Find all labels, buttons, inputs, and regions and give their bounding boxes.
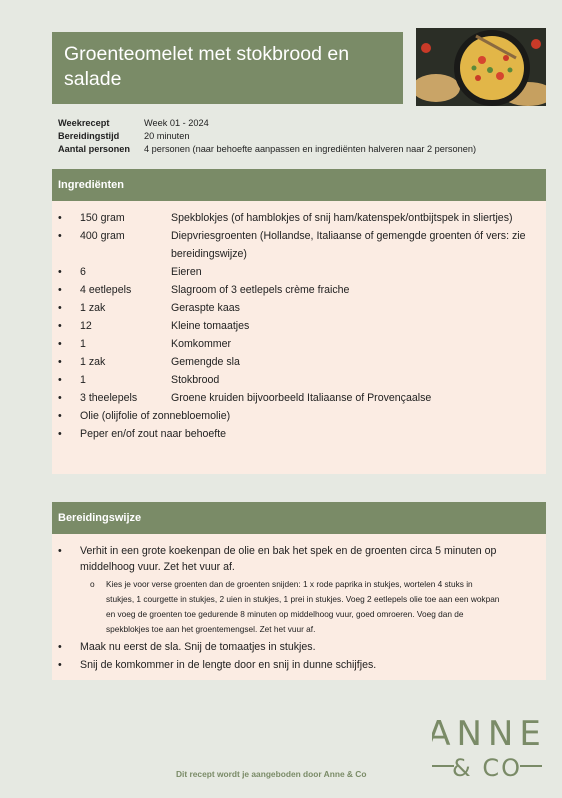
- recipe-meta: [58, 117, 476, 156]
- step-text: Maak nu eerst de sla. Snij de tomaatjes in stukjes.: [80, 641, 316, 653]
- ingredient-item: [52, 209, 546, 227]
- ingredient-name: Diepvriesgroenten (Hollandse, Italiaanse of gemengde groenten óf vers: zie bereidingswijze): [171, 230, 526, 260]
- recipe-title: Groenteomelet met stokbrood en salade: [52, 32, 403, 104]
- meta-label: Weekrecept: [58, 118, 110, 128]
- ingredient-item: [52, 335, 546, 353]
- bullet: •: [58, 356, 62, 368]
- ingredient-quantity: 1 zak: [80, 302, 106, 314]
- step-text: Verhit in een grote koekenpan de olie en bak het spek en de groenten circa 5 minuten op middelhoog vuur. Zet het vuur af.: [80, 545, 497, 573]
- sub-step-item: [90, 577, 546, 637]
- step-item: [52, 543, 546, 575]
- ingredient-name: Spekblokjes (of hamblokjes of snij ham/katenspek/ontbijtspek in sliertjes): [171, 212, 513, 224]
- bullet: •: [58, 545, 62, 557]
- ingredient-name: Groene kruiden bijvoorbeeld Italiaanse of Provençaalse: [171, 392, 432, 404]
- ingredient-quantity: 12: [80, 320, 92, 332]
- step-item: [52, 639, 546, 655]
- ingredients-panel: [52, 201, 546, 474]
- ingredient-name: Kleine tomaatjes: [171, 320, 250, 332]
- ingredient-item: [52, 371, 546, 389]
- bullet: •: [58, 659, 62, 671]
- ingredient-item: [52, 353, 546, 371]
- preparation-heading: Bereidingswijze: [52, 502, 546, 534]
- bullet: •: [58, 392, 62, 404]
- ingredient-quantity: 150 gram: [80, 212, 125, 224]
- bullet: •: [58, 338, 62, 350]
- ingredient-item: [52, 317, 546, 335]
- ingredient-quantity: 1: [80, 374, 86, 386]
- bullet: •: [58, 410, 62, 422]
- ingredient-quantity: 400 gram: [80, 230, 125, 242]
- ingredient-item: [52, 407, 546, 425]
- ingredient-item: [52, 389, 546, 407]
- bullet: •: [58, 284, 62, 296]
- anne-co-logo: [432, 712, 542, 782]
- bullet: •: [58, 641, 62, 653]
- bullet: •: [58, 302, 62, 314]
- ingredient-name: Geraspte kaas: [171, 302, 240, 314]
- bullet: •: [58, 428, 62, 440]
- ingredient-name: Peper en/of zout naar behoefte: [80, 428, 227, 440]
- sub-bullet: o: [90, 579, 95, 589]
- ingredient-name: Slagroom of 3 eetlepels crème fraiche: [171, 284, 350, 296]
- ingredient-name: Eieren: [171, 266, 202, 278]
- ingredient-name: Komkommer: [171, 338, 232, 350]
- bullet: •: [58, 230, 62, 242]
- ingredient-item: [52, 299, 546, 317]
- logo-bottom-text: & CO: [452, 754, 522, 782]
- ingredient-quantity: 3 theelepels: [80, 392, 138, 404]
- bullet: •: [58, 266, 62, 278]
- bullet: •: [58, 320, 62, 332]
- ingredient-name: Olie (olijfolie of zonnebloemolie): [80, 410, 231, 422]
- step-text: Snij de komkommer in de lengte door en snij in dunne schijfjes.: [80, 659, 377, 671]
- sub-step-text: Kies je voor verse groenten dan de groenten snijden: 1 x rode paprika in stukjes, wortelen 4 stuks in stukjes, 1 courgette in stukjes, 2 uien in stukjes, 1 prei in stukjes. Voeg 2 eetlepels olie toe aan een wokpan en voeg de groenten toe gedurende 8 minuten op middelhoog vuur, goed omroeren. Voeg dan de spekblokjes toe aan het groentemengsel. Zet het vuur af.: [106, 579, 500, 634]
- ingredient-quantity: 1: [80, 338, 86, 350]
- meta-value: 4 personen (naar behoefte aanpassen en ingrediënten halveren naar 2 personen): [144, 144, 477, 154]
- omelet-pan-photo: [416, 28, 546, 106]
- logo-top-text: ANNE: [432, 714, 542, 754]
- ingredients-list: [52, 209, 546, 443]
- ingredient-item: [52, 281, 546, 299]
- preparation-panel: [52, 534, 546, 680]
- ingredient-name: Stokbrood: [171, 374, 220, 386]
- meta-value: 20 minuten: [144, 131, 190, 141]
- ingredient-quantity: 6: [80, 266, 86, 278]
- bullet: •: [58, 212, 62, 224]
- ingredient-item: [52, 263, 546, 281]
- ingredient-item: [52, 425, 546, 443]
- meta-label: Bereidingstijd: [58, 131, 120, 141]
- ingredient-item: [52, 227, 546, 263]
- meta-value: Week 01 - 2024: [144, 118, 209, 128]
- meta-label: Aantal personen: [58, 144, 130, 154]
- footer-credit: Dit recept wordt je aangeboden door Anne & Co: [176, 769, 367, 779]
- step-item: [52, 657, 546, 673]
- ingredient-name: Gemengde sla: [171, 356, 240, 368]
- ingredient-quantity: 1 zak: [80, 356, 106, 368]
- ingredients-heading: Ingrediënten: [52, 169, 546, 201]
- ingredient-quantity: 4 eetlepels: [80, 284, 132, 296]
- bullet: •: [58, 374, 62, 386]
